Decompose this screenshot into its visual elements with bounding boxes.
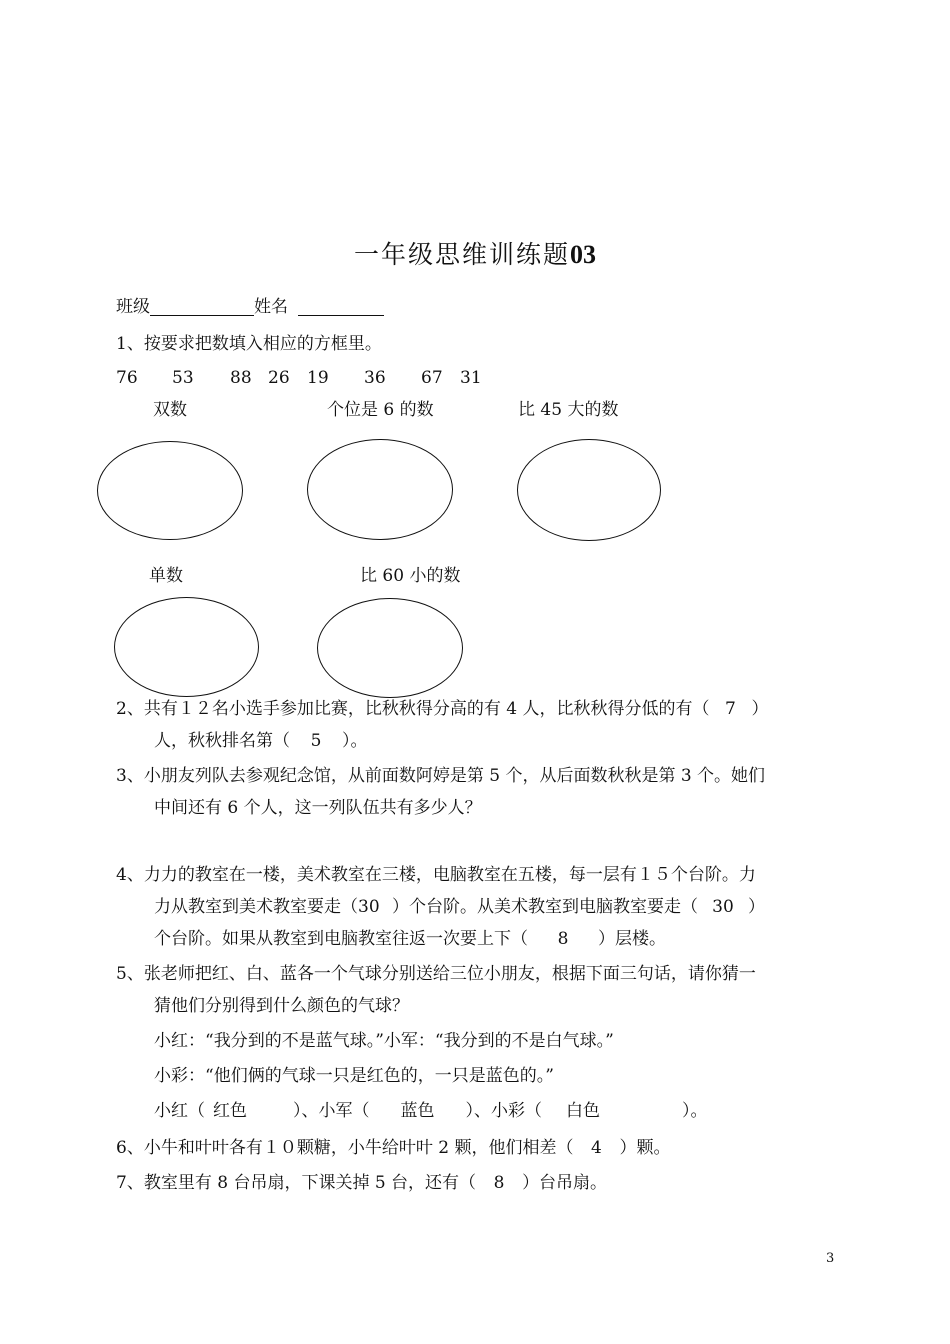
question-5-line-2: 猜他们分别得到什么颜色的气球？	[154, 996, 409, 1016]
q4-text-2a: 力从教室到美术教室要走（	[154, 897, 358, 917]
q2-text-2b: ）。	[342, 731, 368, 751]
q7-answer[interactable]: 8	[493, 1173, 505, 1193]
question-1: 1、按要求把数填入相应的方框里。	[116, 334, 382, 354]
question-5-answer-line	[154, 1099, 708, 1123]
q6-text-a: 6、小牛和叶叶各有１０颗糖，小牛给叶叶 2 颗，他们相差（	[116, 1138, 574, 1158]
q4-text-2c: ）	[748, 897, 765, 917]
question-7	[116, 1171, 607, 1195]
question-4-line-2	[154, 895, 765, 919]
circle-label-lt-60: 比 60 小的数	[360, 566, 461, 586]
name-blank[interactable]	[298, 297, 384, 316]
q2-text-end: ）	[751, 699, 769, 719]
answer-circle-ones-6[interactable]	[307, 439, 453, 540]
circle-label-ones-6: 个位是 6 的数	[327, 400, 434, 420]
question-2-line-1	[116, 697, 768, 721]
question-2-line-2	[154, 729, 368, 753]
student-info	[116, 295, 384, 319]
circle-label-even: 双数	[153, 400, 187, 420]
number-item: 26	[268, 368, 290, 388]
question-5-quote-1: 小红：“我分到的不是蓝气球。”小军：“我分到的不是白气球。”	[154, 1031, 614, 1051]
class-label: 班级	[116, 297, 150, 317]
circle-label-odd: 单数	[149, 566, 183, 586]
answer-circle-even[interactable]	[97, 441, 243, 540]
question-4-line-3	[154, 927, 666, 951]
q4-answer-2[interactable]: 30	[712, 897, 734, 917]
number-item: 36	[364, 368, 386, 388]
title-text: 一年级思维训练题	[353, 240, 570, 269]
class-blank[interactable]	[150, 297, 254, 316]
q5-text-b: ）、小军（	[293, 1101, 370, 1121]
name-label: 姓名	[254, 297, 288, 317]
q5-answer-blue[interactable]: 蓝色	[400, 1101, 435, 1121]
q5-text-d: ）。	[682, 1101, 708, 1121]
question-3-line-2: 中间还有 6 个人，这一列队伍共有多少人？	[154, 798, 482, 818]
question-5-line-1: 5、张老师把红、白、蓝各一个气球分别送给三位小朋友，根据下面三句话，请你猜一	[116, 964, 756, 984]
number-item: 19	[307, 368, 329, 388]
q4-text-2b: ）个台阶。从美术教室到电脑教室要走（	[392, 897, 698, 917]
q2-answer-2[interactable]: 5	[310, 731, 322, 751]
q2-text-2a: 人，秋秋排名第（	[154, 731, 290, 751]
q5-answer-red[interactable]: 红色	[213, 1101, 247, 1121]
question-5-quote-2: 小彩：“他们俩的气球一只是红色的，一只是蓝色的。”	[154, 1066, 554, 1086]
title-number: 03	[570, 240, 596, 269]
q4-answer-3[interactable]: 8	[557, 929, 569, 949]
q4-text-3a: 个台阶。如果从教室到电脑教室往返一次要上下（	[154, 929, 528, 949]
q6-text-b: ）颗。	[619, 1138, 671, 1158]
number-list	[0, 366, 950, 390]
q7-text-a: 7、教室里有 8 台吊扇，下课关掉 5 台，还有（	[116, 1173, 477, 1193]
page-number: 3	[826, 1251, 835, 1266]
q4-answer-1[interactable]: 30	[358, 897, 380, 917]
number-item: 67	[421, 368, 443, 388]
question-6	[116, 1136, 670, 1160]
q6-answer[interactable]: 4	[591, 1138, 602, 1158]
number-item: 31	[460, 368, 482, 388]
number-item: 53	[172, 368, 194, 388]
question-4-line-1: 4、力力的教室在一楼，美术教室在三楼，电脑教室在五楼，每一层有１５个台阶。力	[116, 865, 756, 885]
question-3-line-1: 3、小朋友列队去参观纪念馆，从前面数阿婷是第 5 个，从后面数秋秋是第 3 个。她们	[116, 766, 766, 786]
answer-circle-lt-60[interactable]	[317, 598, 463, 698]
q7-text-b: ）台吊扇。	[522, 1173, 608, 1193]
q5-text-c: ）、小彩（	[465, 1101, 542, 1121]
q2-answer-1[interactable]: 7	[725, 699, 736, 719]
answer-circle-odd[interactable]	[114, 597, 259, 697]
q4-text-3b: ）层楼。	[598, 929, 666, 949]
answer-circle-gt-45[interactable]	[517, 439, 661, 541]
page-title	[0, 238, 950, 272]
q5-answer-white[interactable]: 白色	[566, 1101, 600, 1121]
number-item: 88	[230, 368, 252, 388]
q5-text-a: 小红（	[154, 1101, 205, 1121]
circle-label-gt-45: 比 45 大的数	[518, 400, 619, 420]
number-item: 76	[116, 368, 138, 388]
q2-text: 2、共有１２名小选手参加比赛，比秋秋得分高的有 4 人，比秋秋得分低的有（	[116, 699, 710, 719]
